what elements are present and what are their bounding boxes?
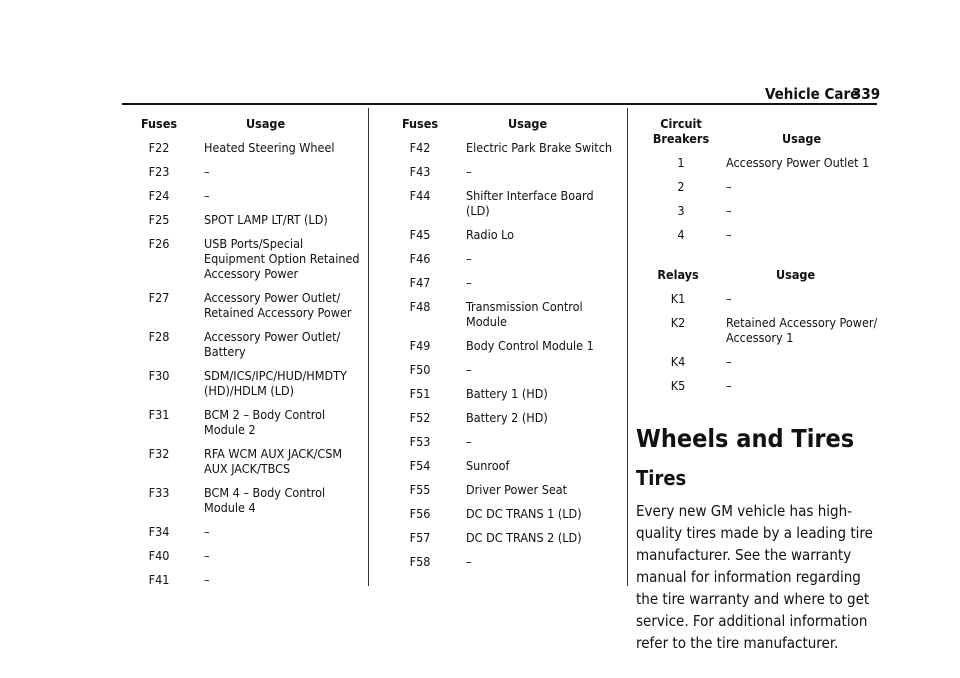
row-id: F30	[148, 368, 170, 383]
row-id: 2	[677, 179, 685, 194]
fuse-row	[388, 251, 620, 275]
header-rule	[122, 103, 877, 105]
usage-header: Usage	[776, 267, 816, 282]
column-divider-1	[368, 108, 369, 586]
row-id: F54	[409, 458, 431, 473]
fuse-row	[128, 446, 360, 485]
row-usage: –	[466, 275, 472, 290]
row-usage: Heated Steering Wheel	[204, 140, 335, 155]
row-id: F26	[148, 236, 170, 251]
row-usage: –	[204, 164, 210, 179]
table-header-row	[388, 116, 620, 140]
fuse-row	[128, 290, 360, 329]
row-usage: –	[466, 362, 472, 377]
row-id: 4	[677, 227, 685, 242]
row-id: F40	[148, 548, 170, 563]
row-usage: Battery 2 (HD)	[466, 410, 548, 425]
fuse-row	[388, 554, 620, 578]
relay-row	[636, 354, 886, 378]
row-usage: DC DC TRANS 2 (LD)	[466, 530, 582, 545]
fuse-row	[128, 140, 360, 164]
row-usage: BCM 4 – Body Control Module 4	[204, 485, 326, 515]
row-usage: Sunroof	[466, 458, 510, 473]
fuse-row	[388, 458, 620, 482]
row-id: F32	[148, 446, 170, 461]
fuse-column-1	[128, 116, 360, 596]
row-id: K2	[670, 315, 686, 330]
row-id: F57	[409, 530, 431, 545]
fuse-row	[388, 506, 620, 530]
row-id: F33	[148, 485, 170, 500]
row-id: F34	[148, 524, 170, 539]
fuse-row	[388, 164, 620, 188]
fuse-row	[388, 140, 620, 164]
row-id: F42	[409, 140, 431, 155]
header-page-number: 339	[852, 85, 881, 103]
row-id: F43	[409, 164, 431, 179]
row-usage: Battery 1 (HD)	[466, 386, 548, 401]
relays-header: Relays	[657, 267, 699, 282]
row-usage: –	[726, 354, 732, 369]
row-usage: –	[726, 179, 732, 194]
row-usage: Accessory Power Outlet 1	[726, 155, 870, 170]
fuse-row	[128, 329, 360, 368]
circuit-breaker-row	[636, 227, 886, 251]
circuit-breaker-table	[636, 116, 886, 251]
fuse-row	[128, 236, 360, 290]
fuse-row	[128, 407, 360, 446]
usage-header: Usage	[782, 131, 822, 146]
row-id: F49	[409, 338, 431, 353]
row-usage: Electric Park Brake Switch	[466, 140, 613, 155]
row-id: F22	[148, 140, 170, 155]
fuse-row	[388, 227, 620, 251]
table-header-row	[636, 267, 886, 291]
fuse-row	[388, 530, 620, 554]
row-id: F50	[409, 362, 431, 377]
column-3	[636, 116, 886, 654]
subsection-title: Tires	[636, 466, 687, 490]
section-title: Wheels and Tires	[636, 424, 855, 453]
row-usage: BCM 2 – Body Control Module 2	[204, 407, 326, 437]
circuit-breaker-row	[636, 179, 886, 203]
row-id: F56	[409, 506, 431, 521]
row-usage: –	[466, 251, 472, 266]
relay-table	[636, 267, 886, 402]
row-usage: –	[204, 524, 210, 539]
row-usage: Driver Power Seat	[466, 482, 568, 497]
row-usage: DC DC TRANS 1 (LD)	[466, 506, 582, 521]
circuit-breaker-row	[636, 155, 886, 179]
fuse-row	[128, 164, 360, 188]
fuse-row	[388, 188, 620, 227]
row-usage: SPOT LAMP LT/RT (LD)	[204, 212, 328, 227]
row-id: F28	[148, 329, 170, 344]
fuse-row	[128, 188, 360, 212]
fuse-row	[388, 410, 620, 434]
row-id: F41	[148, 572, 170, 587]
fuse-row	[128, 524, 360, 548]
row-usage: –	[204, 188, 210, 203]
relay-row	[636, 315, 886, 354]
row-usage: –	[204, 572, 210, 587]
row-id: F46	[409, 251, 431, 266]
row-usage: –	[466, 554, 472, 569]
header-section-title: Vehicle Care	[765, 85, 860, 103]
fuse-row	[388, 275, 620, 299]
row-id: K5	[670, 378, 686, 393]
fuse-row	[128, 548, 360, 572]
fuse-row	[388, 434, 620, 458]
row-usage: USB Ports/Special Equipment Option Retained Accessory Power	[204, 236, 360, 281]
body-paragraph: Every new GM vehicle has high-quality tires made by a leading tire manufacturer. See the warranty manual for information regarding the tire warranty and where to get service. For additional information refer to the tire manufacturer.	[636, 502, 873, 652]
row-usage: –	[466, 434, 472, 449]
row-id: F58	[409, 554, 431, 569]
row-id: F27	[148, 290, 170, 305]
row-usage: –	[726, 378, 732, 393]
fuse-table-2	[388, 116, 620, 578]
row-id: K4	[670, 354, 686, 369]
fuse-column-2	[388, 116, 620, 578]
row-usage: RFA WCM AUX JACK/CSM AUX JACK/TBCS	[204, 446, 343, 476]
row-id: F45	[409, 227, 431, 242]
fuse-row	[388, 338, 620, 362]
usage-header: Usage	[508, 116, 548, 131]
usage-header: Usage	[246, 116, 286, 131]
row-id: F47	[409, 275, 431, 290]
relay-row	[636, 378, 886, 402]
fuse-row	[128, 368, 360, 407]
fuse-table-1	[128, 116, 360, 596]
fuse-row	[388, 386, 620, 410]
row-usage: Transmission Control Module	[466, 299, 583, 329]
row-usage: –	[466, 164, 472, 179]
row-usage: Accessory Power Outlet/ Retained Accessory Power	[204, 290, 352, 320]
row-id: F25	[148, 212, 170, 227]
fuse-row	[388, 299, 620, 338]
row-id: F24	[148, 188, 170, 203]
row-usage: Body Control Module 1	[466, 338, 594, 353]
row-usage: SDM/ICS/IPC/HUD/HMDTY (HD)/HDLM (LD)	[204, 368, 347, 398]
row-id: F48	[409, 299, 431, 314]
table-header-row	[636, 116, 886, 155]
fuse-row	[128, 212, 360, 236]
fuse-row	[128, 485, 360, 524]
row-id: F51	[409, 386, 431, 401]
relay-row	[636, 291, 886, 315]
row-id: F55	[409, 482, 431, 497]
row-id: K1	[670, 291, 686, 306]
fuses-header: Fuses	[140, 116, 178, 131]
column-divider-2	[627, 108, 628, 586]
row-usage: Shifter Interface Board (LD)	[466, 188, 594, 218]
row-usage: Radio Lo	[466, 227, 515, 242]
row-id: F52	[409, 410, 431, 425]
row-id: F23	[148, 164, 170, 179]
table-header-row	[128, 116, 360, 140]
row-id: F31	[148, 407, 170, 422]
fuses-header: Fuses	[401, 116, 439, 131]
circuit-breakers-header: Circuit Breakers	[652, 116, 710, 146]
fuse-row	[128, 572, 360, 596]
row-usage: Accessory Power Outlet/ Battery	[204, 329, 341, 359]
fuse-row	[388, 362, 620, 386]
row-id: 3	[677, 203, 685, 218]
fuse-row	[388, 482, 620, 506]
row-usage: Retained Accessory Power/ Accessory 1	[726, 315, 878, 345]
row-id: 1	[677, 155, 685, 170]
row-usage: –	[726, 291, 732, 306]
row-id: F53	[409, 434, 431, 449]
row-usage: –	[726, 227, 732, 242]
row-usage: –	[204, 548, 210, 563]
row-id: F44	[409, 188, 431, 203]
row-usage: –	[726, 203, 732, 218]
circuit-breaker-row	[636, 203, 886, 227]
